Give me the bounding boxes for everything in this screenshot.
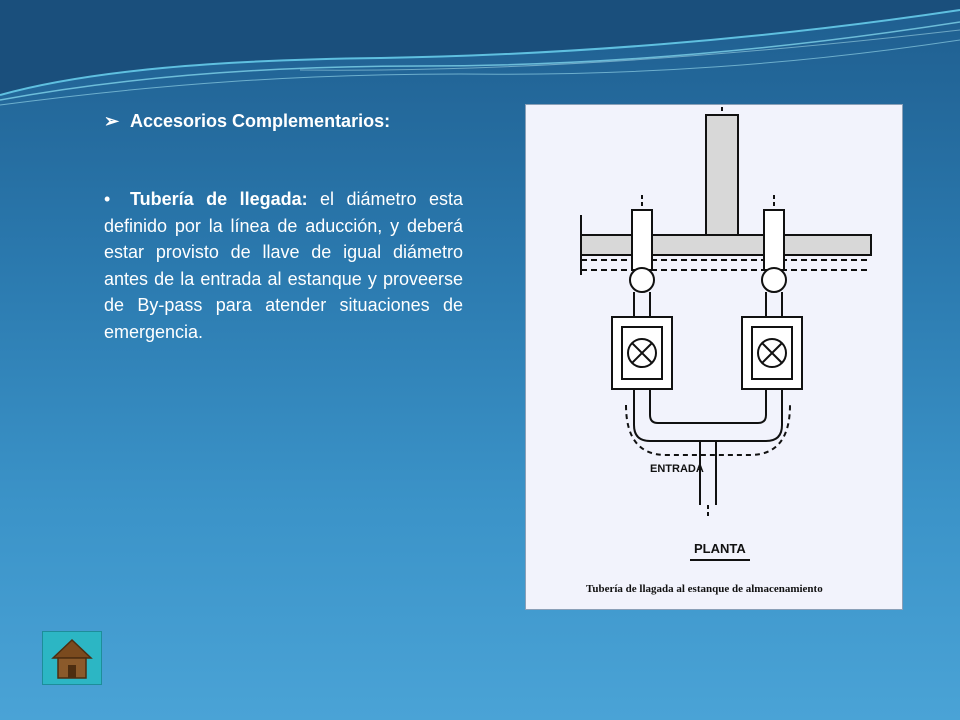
item-description: el diámetro esta definido por la línea de aducción, y deberá estar provisto de llave de igual diámetro antes de la entrada al estanque y proveerse de By-pass para atender situaciones de emergencia. [104,189,463,342]
planta-underline [690,559,750,561]
bullet-icon: • [104,189,111,209]
pipe-diagram-figure [525,104,903,610]
home-icon [43,632,101,684]
arrow-bullet-icon: ➢ [104,111,120,131]
figure-caption: Tubería de llagada al estanque de almacenamiento [586,583,823,595]
home-button[interactable] [42,631,102,685]
entrada-label: ENTRADA [650,463,704,475]
item-term: Tubería de llegada: [130,189,308,209]
slide-body-text [104,186,463,345]
decorative-waves [0,0,960,120]
planta-label: PLANTA [694,541,746,556]
heading-text: Accesorios Complementarios: [130,111,391,131]
pipe-diagram [526,105,902,609]
slide-heading [104,108,484,134]
